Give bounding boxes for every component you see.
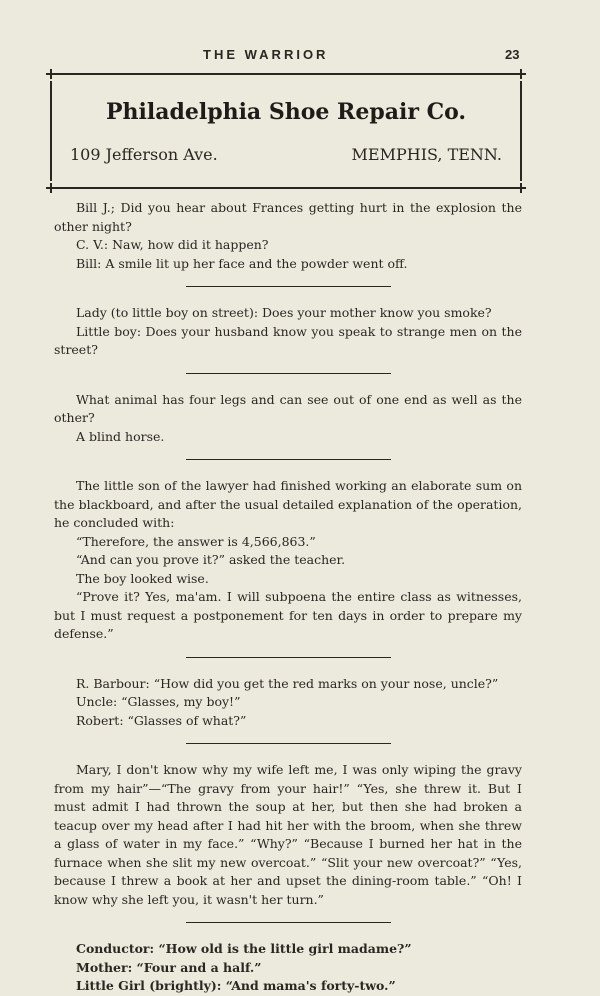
joke-line: Mother: “Four and a half.” [76, 959, 262, 975]
joke-line: A blind horse. [76, 428, 165, 444]
separator-rule [186, 373, 391, 374]
joke [54, 477, 522, 644]
joke-line: C. V.: Naw, how did it happen? [76, 237, 269, 252]
advertiser-name: Philadelphia Shoe Repair Co. [105, 99, 467, 125]
joke-line: Bill J.; Did you hear about Frances getting hurt in the explosion the other night? [54, 200, 522, 234]
joke [54, 761, 522, 909]
ornament-cross-icon [516, 183, 526, 193]
separator-rule [186, 286, 391, 287]
journal-title: THE WARRIOR [203, 47, 329, 62]
page-number: 23 [505, 47, 520, 62]
ornament-cross-icon [46, 69, 56, 79]
joke [54, 940, 522, 996]
joke-line: Bill: A smile lit up her face and the powder went off. [76, 255, 408, 271]
advertiser-city: MEMPHIS, TENN. [351, 145, 502, 164]
jokes-column [54, 199, 522, 996]
joke-line: Mary, I don't know why my wife left me, I was only wiping the gravy from my hair”—“The gravy from your hair!” “Yes, she threw it. But I must admit I had thrown the soup at her, but then she had broken a teacup over my head after I had hit her with the broom, when she threw a glass of water in my face.” “Why?” “Because I burned her hat in the furnace when she slit my new overcoat.” “Slit your new overcoat?” “Yes, because I threw a book at her and upset the dining-room table.” “Oh! I know why she left you, it wasn't her turn.” [54, 762, 522, 907]
advertiser-address: 109 Jefferson Ave. [70, 145, 218, 164]
joke-line: What animal has four legs and can see out of one end as well as the other? [54, 391, 522, 425]
joke-line: Robert: “Glasses of what?” [76, 712, 247, 728]
joke [54, 304, 522, 360]
joke-line: Little boy: Does your husband know you speak to strange men on the street? [54, 323, 522, 357]
joke-line: Lady (to little boy on street): Does your mother know you smoke? [76, 305, 492, 320]
separator-rule [186, 459, 391, 460]
joke [54, 199, 522, 273]
ornament-cross-icon [516, 69, 526, 79]
joke-line: “Prove it? Yes, ma'am. I will subpoena the entire class as witnesses, but I must request a postponement for ten days in order to prepare my defense.” [54, 589, 522, 641]
joke-line: The little son of the lawyer had finished working an elaborate sum on the blackboard, and after the usual detailed explanation of the operation, he concluded with: [54, 478, 522, 530]
separator-rule [186, 922, 391, 923]
separator-rule [186, 657, 391, 658]
advertisement-box [52, 73, 520, 189]
joke-line: The boy looked wise. [76, 570, 209, 586]
joke-line: “And can you prove it?” asked the teacher. [76, 552, 346, 567]
joke-line: R. Barbour: “How did you get the red marks on your nose, uncle?” [76, 675, 499, 691]
joke-line: Little Girl (brightly): “And mama's forty-two.” [76, 978, 396, 993]
joke-line: Uncle: “Glasses, my boy!” [76, 694, 241, 709]
separator-rule [186, 743, 391, 744]
joke [54, 391, 522, 447]
joke-line: Conductor: “How old is the little girl madame?” [76, 941, 412, 956]
joke-line: “Therefore, the answer is 4,566,863.” [76, 533, 316, 549]
ornament-cross-icon [46, 183, 56, 193]
running-head [0, 47, 600, 67]
joke [54, 675, 522, 731]
